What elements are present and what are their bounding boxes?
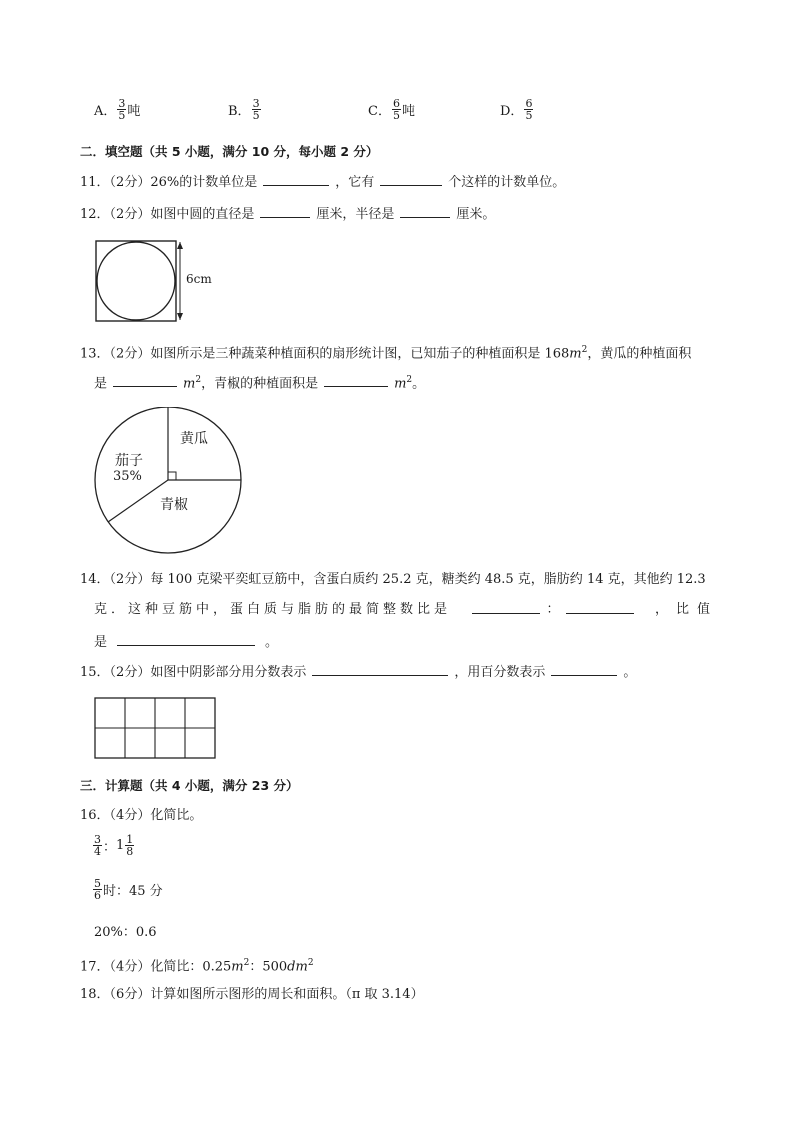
- question-14-line3: 是 。: [94, 632, 278, 653]
- question-14-line1: 14．（2分）每 100 克梁平奕虹豆筋中，含蛋白质约 25.2 克，糖类约 48.5 克，脂肪约 14 克，其他约 12.3: [80, 572, 706, 587]
- fraction: $\frac{3}{5}$: [252, 97, 260, 122]
- answer-blank[interactable]: [551, 662, 617, 676]
- fraction: $\frac{3}{5}$: [118, 97, 126, 122]
- fraction: $\frac{1}{8}$: [126, 833, 134, 858]
- answer-blank[interactable]: [113, 373, 177, 387]
- pie-slice-label: 黄瓜: [180, 431, 208, 447]
- answer-blank[interactable]: [566, 600, 634, 614]
- figure-label: 6cm: [186, 272, 212, 286]
- fraction: $\frac{6}{5}$: [525, 97, 533, 122]
- answer-blank[interactable]: [117, 632, 255, 646]
- answer-blank[interactable]: [324, 373, 388, 387]
- option-b: [228, 98, 262, 121]
- question-17: 17．（4分）化简比：$0.25m^2$：$500dm^2$: [80, 958, 314, 975]
- question-16: 16．（4分）化简比。: [80, 808, 203, 823]
- question-15: 15．（2分）如图中阴影部分用分数表示 ，用百分数表示 。: [80, 662, 636, 683]
- option-unit: 吨: [401, 104, 415, 119]
- option-letter: A．: [94, 104, 117, 119]
- pie-slice-boundary: [108, 480, 168, 522]
- q16-item-1: $\frac{3}{4}$ ： 1 $\frac{1}{8}$: [94, 833, 134, 858]
- section-title: 三．计算题（共 4 小题，满分 23 分）: [80, 778, 299, 793]
- answer-blank[interactable]: [400, 204, 450, 218]
- fraction: $\frac{6}{5}$: [392, 97, 400, 122]
- q16-item-2: $\frac{5}{6}$ 时：45 分: [94, 877, 163, 902]
- option-unit: 吨: [127, 104, 141, 119]
- option-letter: C．: [368, 104, 391, 119]
- answer-blank[interactable]: [263, 172, 329, 186]
- answer-blank[interactable]: [472, 600, 540, 614]
- option-c: [368, 98, 415, 121]
- question-18: 18．（6分）计算如图所示图形的周长和面积。（π 取 3.14）: [80, 987, 424, 1002]
- question-14-line2: 克．这种豆筋中，蛋白质与脂肪的最简整数比是 ： ，比值: [94, 602, 718, 617]
- pie-slice-label: 茄子: [115, 453, 143, 469]
- option-letter: D．: [500, 104, 524, 119]
- option-d: [500, 98, 534, 121]
- pie-slice-label: 青椒: [160, 497, 188, 513]
- q16-item-3: 20%：0.6: [94, 925, 157, 940]
- option-letter: B．: [228, 104, 251, 119]
- question-13-line2: 是 $m^2$，青椒的种植面积是 $m^2$。: [94, 375, 426, 392]
- question-12: 12．（2分）如图中圆的直径是 厘米，半径是 厘米。: [80, 204, 495, 225]
- question-11: 11．（2分）26%的计数单位是 ，它有 个这样的计数单位。: [80, 172, 565, 193]
- section-title: 二．填空题（共 5 小题，满分 10 分，每小题 2 分）: [80, 144, 379, 159]
- fraction: $\frac{5}{6}$: [94, 877, 101, 902]
- right-angle-mark: [168, 472, 176, 480]
- option-a: [94, 98, 140, 121]
- answer-blank[interactable]: [380, 172, 442, 186]
- question-13-line1: 13．（2分）如图所示是三种蔬菜种植面积的扇形统计图，已知茄子的种植面积是 $168m^2$，黄瓜的种植面积: [80, 345, 692, 362]
- fraction: $\frac{3}{4}$: [94, 833, 101, 858]
- answer-blank[interactable]: [260, 204, 310, 218]
- answer-blank[interactable]: [312, 662, 448, 676]
- grid-figure: [94, 697, 218, 761]
- pie-slice-value: 35%: [113, 469, 142, 484]
